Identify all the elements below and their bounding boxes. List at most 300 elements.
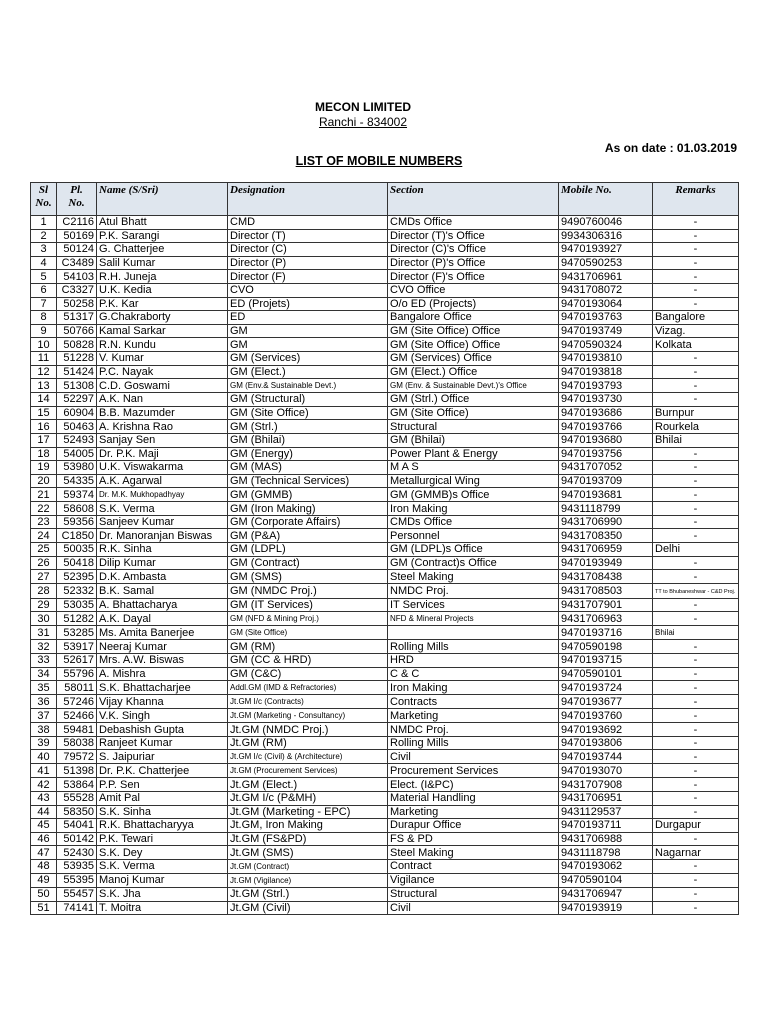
remarks-cell-text: - xyxy=(693,488,698,501)
sl-cell-text: 15 xyxy=(37,407,50,420)
org-city-text: Ranchi - 834002 xyxy=(318,115,408,129)
designation-cell xyxy=(228,365,388,379)
designation-cell xyxy=(228,324,388,338)
designation-cell-text: GM (NMDC Proj.) xyxy=(230,584,317,597)
name-cell xyxy=(97,529,228,543)
sl-cell xyxy=(31,570,57,584)
sl-cell xyxy=(31,229,57,243)
pl-no-cell-text: 52332 xyxy=(63,584,94,597)
mobile-cell-text: 9470193692 xyxy=(561,723,623,736)
sl-cell xyxy=(31,598,57,612)
table-row xyxy=(31,543,739,557)
name-cell-text: Dr. P.K. Maji xyxy=(99,447,159,460)
remarks-cell-text: - xyxy=(693,612,698,625)
remarks-cell xyxy=(653,297,739,311)
sl-cell-text: 17 xyxy=(37,434,50,447)
mobile-cell-text: 9431118799 xyxy=(561,502,621,515)
remarks-cell-text: - xyxy=(693,270,698,283)
mobile-cell xyxy=(559,695,653,709)
name-cell-text: S.K. Verma xyxy=(99,860,155,873)
table-body xyxy=(31,216,739,915)
remarks-cell xyxy=(653,750,739,764)
sl-cell-text: 22 xyxy=(37,502,50,515)
name-cell xyxy=(97,667,228,681)
section-cell-text: GM (Services) Office xyxy=(390,352,492,365)
remarks-cell xyxy=(653,283,739,297)
sl-cell-text: 37 xyxy=(37,709,50,722)
section-cell-text: Personnel xyxy=(390,529,440,542)
mobile-cell xyxy=(559,819,653,833)
section-cell-text: Rolling Mills xyxy=(390,737,449,750)
section-cell xyxy=(388,297,559,311)
designation-cell-text: Jt.GM (RM) xyxy=(230,737,287,750)
mobile-cell xyxy=(559,832,653,846)
mobile-cell xyxy=(559,901,653,915)
section-cell xyxy=(388,379,559,393)
mobile-cell-text: 9470193677 xyxy=(561,695,623,708)
section-cell-text: NMDC Proj. xyxy=(390,584,449,597)
name-cell xyxy=(97,846,228,860)
remarks-cell-text: Nagarnar xyxy=(655,846,701,859)
designation-cell xyxy=(228,778,388,792)
name-cell-text: G. Chatterjee xyxy=(99,243,165,256)
sl-cell-text: 46 xyxy=(37,833,50,846)
section-cell-text: CMDs Office xyxy=(390,516,453,529)
remarks-cell xyxy=(653,502,739,516)
section-cell-text: M A S xyxy=(390,461,419,474)
org-name: MECON LIMITED xyxy=(315,100,411,114)
pl-no-cell-text: 50124 xyxy=(63,243,94,256)
section-cell-text: Material Handling xyxy=(390,792,476,805)
pl-no-cell xyxy=(57,654,97,668)
section-cell xyxy=(388,406,559,420)
remarks-cell xyxy=(653,243,739,257)
pl-no-cell xyxy=(57,846,97,860)
sl-cell xyxy=(31,488,57,502)
sl-cell-text: 11 xyxy=(37,352,50,365)
table-row xyxy=(31,640,739,654)
mobile-cell-text: 9431708072 xyxy=(561,284,623,297)
remarks-cell-text: Vizag. xyxy=(655,325,686,338)
mobile-cell xyxy=(559,543,653,557)
designation-cell xyxy=(228,640,388,654)
name-cell-text: S.K. Bhattacharjee xyxy=(99,681,191,694)
remarks-cell-text: - xyxy=(693,284,698,297)
pl-no-cell xyxy=(57,529,97,543)
pl-no-cell-text: 52617 xyxy=(63,654,94,667)
name-cell xyxy=(97,736,228,750)
section-cell xyxy=(388,819,559,833)
remarks-cell-text: - xyxy=(693,502,698,515)
pl-no-cell-text: 52466 xyxy=(63,709,94,722)
pl-no-cell xyxy=(57,379,97,393)
section-cell xyxy=(388,324,559,338)
designation-cell xyxy=(228,598,388,612)
mobile-cell-text: 9470193818 xyxy=(561,365,623,378)
remarks-cell xyxy=(653,529,739,543)
remarks-cell-text: - xyxy=(693,888,698,901)
sl-cell xyxy=(31,681,57,695)
pl-no-cell xyxy=(57,461,97,475)
table-row xyxy=(31,461,739,475)
name-cell xyxy=(97,474,228,488)
sl-cell xyxy=(31,324,57,338)
pl-no-cell-text: 54005 xyxy=(63,447,94,460)
table-row xyxy=(31,654,739,668)
sl-cell xyxy=(31,612,57,626)
mobile-cell xyxy=(559,338,653,352)
section-cell-text: O/o ED (Projects) xyxy=(390,297,477,310)
sl-cell-text: 28 xyxy=(37,584,50,597)
sl-cell xyxy=(31,406,57,420)
name-cell xyxy=(97,543,228,557)
mobile-cell-text: 9470193749 xyxy=(561,325,623,338)
designation-cell xyxy=(228,570,388,584)
pl-no-cell xyxy=(57,723,97,737)
pl-no-cell-text: 53980 xyxy=(63,461,94,474)
section-cell xyxy=(388,502,559,516)
sl-cell-text: 20 xyxy=(37,474,50,487)
table-row xyxy=(31,338,739,352)
designation-cell-text: GM (IT Services) xyxy=(230,599,313,612)
remarks-cell-text: - xyxy=(693,529,698,542)
designation-cell-text: GM (Corporate Affairs) xyxy=(230,516,341,529)
remarks-cell xyxy=(653,681,739,695)
section-cell xyxy=(388,750,559,764)
mobile-cell-text: 9470193711 xyxy=(561,819,622,832)
mobile-cell-text: 9470193070 xyxy=(561,764,623,777)
mobile-cell xyxy=(559,529,653,543)
name-cell xyxy=(97,819,228,833)
mobile-cell-text: 9431706988 xyxy=(561,833,623,846)
sl-cell-text: 9 xyxy=(40,325,47,338)
table-row xyxy=(31,256,739,270)
name-cell-text: Ranjeet Kumar xyxy=(99,737,173,750)
remarks-cell xyxy=(653,901,739,915)
mobile-numbers-table xyxy=(30,182,739,915)
table-row xyxy=(31,324,739,338)
designation-cell xyxy=(228,229,388,243)
sl-cell xyxy=(31,270,57,284)
pl-no-cell-text: 50258 xyxy=(63,297,94,310)
mobile-cell xyxy=(559,750,653,764)
col-header-mobile: Mobile No. xyxy=(559,183,653,216)
remarks-cell-text: Kolkata xyxy=(655,338,692,351)
org-city xyxy=(0,115,726,129)
col-header-pl: Pl. No. xyxy=(57,183,97,216)
remarks-cell-text: - xyxy=(693,805,698,818)
pl-no-cell xyxy=(57,243,97,257)
sl-cell xyxy=(31,311,57,325)
remarks-cell-text: - xyxy=(693,681,698,694)
name-cell xyxy=(97,583,228,598)
section-cell-text: Steel Making xyxy=(390,570,454,583)
sl-cell xyxy=(31,846,57,860)
section-cell-text: GM (Bhilai) xyxy=(390,434,446,447)
mobile-cell xyxy=(559,365,653,379)
designation-cell-text: Jt.GM (Contract) xyxy=(230,861,290,871)
mobile-cell-text: 9470590324 xyxy=(561,338,623,351)
mobile-cell xyxy=(559,229,653,243)
table-row xyxy=(31,420,739,434)
remarks-cell-text: Burnpur xyxy=(655,407,695,420)
name-cell xyxy=(97,570,228,584)
designation-cell xyxy=(228,832,388,846)
section-cell xyxy=(388,695,559,709)
section-cell-text: Civil xyxy=(390,901,411,914)
pl-no-cell xyxy=(57,873,97,887)
designation-cell xyxy=(228,406,388,420)
table-row xyxy=(31,792,739,806)
section-cell xyxy=(388,556,559,570)
section-cell-text: Iron Making xyxy=(390,502,448,515)
remarks-cell xyxy=(653,420,739,434)
mobile-cell-text: 9470193919 xyxy=(561,901,623,914)
sl-cell-text: 7 xyxy=(40,297,47,310)
remarks-cell xyxy=(653,338,739,352)
remarks-cell-text: - xyxy=(693,599,698,612)
designation-cell-text: GM (RM) xyxy=(230,640,276,653)
name-cell-text: Dr. Manoranjan Biswas xyxy=(99,529,213,542)
name-cell xyxy=(97,832,228,846)
name-cell xyxy=(97,297,228,311)
page-title: LIST OF MOBILE NUMBERS xyxy=(295,154,463,168)
mobile-cell xyxy=(559,667,653,681)
pl-no-cell-text: 51424 xyxy=(63,365,94,378)
table-row xyxy=(31,873,739,887)
pl-no-cell xyxy=(57,901,97,915)
remarks-cell-text: - xyxy=(693,778,698,791)
section-cell xyxy=(388,626,559,640)
section-cell xyxy=(388,887,559,901)
remarks-cell xyxy=(653,736,739,750)
remarks-cell xyxy=(653,216,739,230)
pl-no-cell-text: 59481 xyxy=(63,723,94,736)
mobile-cell xyxy=(559,640,653,654)
name-cell-text: S.K. Sinha xyxy=(99,805,151,818)
designation-cell xyxy=(228,447,388,461)
table-row xyxy=(31,764,739,778)
mobile-cell-text: 9470193744 xyxy=(561,750,623,763)
remarks-cell xyxy=(653,859,739,873)
section-cell xyxy=(388,256,559,270)
name-cell-text: Mrs. A.W. Biswas xyxy=(99,654,184,667)
name-cell-text: Ms. Amita Banerjee xyxy=(99,626,195,639)
designation-cell xyxy=(228,805,388,819)
name-cell xyxy=(97,764,228,778)
remarks-cell xyxy=(653,654,739,668)
name-cell-text: U.K. Kedia xyxy=(99,284,152,297)
designation-cell xyxy=(228,351,388,365)
pl-no-cell-text: 53035 xyxy=(63,599,94,612)
sl-cell xyxy=(31,351,57,365)
section-cell xyxy=(388,311,559,325)
sl-cell xyxy=(31,792,57,806)
designation-cell-text: Jt.GM I/c (Contracts) xyxy=(230,697,304,707)
designation-cell-text: Director (F) xyxy=(230,270,286,283)
sl-cell-text: 12 xyxy=(37,365,50,378)
section-cell xyxy=(388,515,559,529)
pl-no-cell-text: 52493 xyxy=(63,434,94,447)
sl-cell-text: 34 xyxy=(37,667,50,680)
name-cell-text: P.K. Sarangi xyxy=(99,229,160,242)
pl-no-cell-text: 50418 xyxy=(63,556,94,569)
name-cell xyxy=(97,640,228,654)
sl-cell-text: 50 xyxy=(37,888,50,901)
pl-no-cell-text: 51228 xyxy=(63,352,94,365)
mobile-cell xyxy=(559,283,653,297)
table-row xyxy=(31,570,739,584)
table-row xyxy=(31,901,739,915)
name-cell xyxy=(97,229,228,243)
designation-cell-text: GM (SMS) xyxy=(230,570,282,583)
sl-cell-text: 27 xyxy=(37,570,50,583)
sl-cell-text: 47 xyxy=(37,846,50,859)
remarks-cell xyxy=(653,583,739,598)
table-row xyxy=(31,529,739,543)
table-row xyxy=(31,556,739,570)
mobile-cell xyxy=(559,406,653,420)
section-cell xyxy=(388,270,559,284)
pl-no-cell-text: 54041 xyxy=(63,819,94,832)
name-cell xyxy=(97,515,228,529)
sl-cell xyxy=(31,447,57,461)
pl-no-cell-text: 59356 xyxy=(63,516,94,529)
sl-cell xyxy=(31,832,57,846)
name-cell-text: Kamal Sarkar xyxy=(99,325,166,338)
pl-no-cell xyxy=(57,819,97,833)
name-cell-text: B.B. Mazumder xyxy=(99,407,175,420)
sl-cell xyxy=(31,695,57,709)
remarks-cell-text: - xyxy=(693,737,698,750)
remarks-cell-text: - xyxy=(693,709,698,722)
pl-no-cell xyxy=(57,311,97,325)
designation-cell xyxy=(228,543,388,557)
designation-cell-text: Director (T) xyxy=(230,229,286,242)
pl-no-cell-text: 50035 xyxy=(63,543,94,556)
mobile-cell-text: 9431706959 xyxy=(561,543,623,556)
mobile-cell-text: 9470193793 xyxy=(561,379,623,392)
remarks-cell xyxy=(653,474,739,488)
table-header-row xyxy=(31,183,739,216)
pl-no-cell-text: 52430 xyxy=(63,846,94,859)
section-cell xyxy=(388,654,559,668)
name-cell-text: Dr. M.K. Mukhopadhyay xyxy=(99,490,185,500)
designation-cell-text: Jt.GM I/c (P&MH) xyxy=(230,792,317,805)
remarks-cell xyxy=(653,543,739,557)
name-cell-text: A.K. Dayal xyxy=(99,612,151,625)
name-cell-text: T. Moitra xyxy=(99,901,142,914)
mobile-cell-text: 9490760046 xyxy=(561,216,623,229)
mobile-cell xyxy=(559,805,653,819)
designation-cell-text: GM (Energy) xyxy=(230,447,293,460)
sl-cell xyxy=(31,338,57,352)
name-cell-text: G.Chakraborty xyxy=(99,311,171,324)
remarks-cell-text: - xyxy=(693,352,698,365)
mobile-cell xyxy=(559,792,653,806)
mobile-cell-text: 9431706963 xyxy=(561,612,623,625)
mobile-cell-text: 9470193949 xyxy=(561,556,623,569)
designation-cell-text: GM (Env.& Sustainable Devt.) xyxy=(230,381,337,391)
remarks-cell-text: - xyxy=(693,556,698,569)
mobile-cell xyxy=(559,216,653,230)
mobile-cell xyxy=(559,859,653,873)
name-cell xyxy=(97,778,228,792)
sl-cell-text: 45 xyxy=(37,819,50,832)
section-cell xyxy=(388,832,559,846)
designation-cell xyxy=(228,846,388,860)
pl-no-cell xyxy=(57,736,97,750)
name-cell-text: Dr. P.K. Chatterjee xyxy=(99,764,190,777)
section-cell-text: FS & PD xyxy=(390,833,433,846)
mobile-cell-text: 9431707052 xyxy=(561,461,623,474)
sl-cell-text: 32 xyxy=(37,640,50,653)
section-cell-text: HRD xyxy=(390,654,414,667)
sl-cell-text: 4 xyxy=(40,257,47,270)
section-cell-text: Director (T)'s Office xyxy=(390,229,485,242)
section-cell xyxy=(388,461,559,475)
sl-cell-text: 35 xyxy=(37,681,50,694)
section-cell xyxy=(388,846,559,860)
pl-no-cell-text: 59374 xyxy=(63,488,94,501)
mobile-cell xyxy=(559,556,653,570)
mobile-cell xyxy=(559,502,653,516)
pl-no-cell xyxy=(57,598,97,612)
section-cell xyxy=(388,570,559,584)
pl-no-cell xyxy=(57,570,97,584)
name-cell xyxy=(97,556,228,570)
mobile-cell xyxy=(559,420,653,434)
sl-cell xyxy=(31,433,57,447)
pl-no-cell-text: 52297 xyxy=(63,393,94,406)
designation-cell-text: Jt.GM (Civil) xyxy=(230,901,291,914)
designation-cell xyxy=(228,695,388,709)
pl-no-cell xyxy=(57,709,97,723)
remarks-cell-text: - xyxy=(693,461,698,474)
section-cell-text: Procurement Services xyxy=(390,764,499,777)
remarks-cell xyxy=(653,406,739,420)
designation-cell-text: GM (P&A) xyxy=(230,529,281,542)
name-cell-text: R.N. Kundu xyxy=(99,338,156,351)
remarks-cell-text: - xyxy=(693,379,698,392)
mobile-cell xyxy=(559,379,653,393)
mobile-cell xyxy=(559,873,653,887)
mobile-cell-text: 9470193686 xyxy=(561,407,623,420)
sl-cell-text: 8 xyxy=(40,311,47,324)
mobile-cell xyxy=(559,474,653,488)
section-cell xyxy=(388,723,559,737)
pl-no-cell-text: 50828 xyxy=(63,338,94,351)
designation-cell-text: Jt.GM (SMS) xyxy=(230,846,294,859)
sl-cell xyxy=(31,502,57,516)
designation-cell-text: GM (Strl.) xyxy=(230,420,278,433)
remarks-cell xyxy=(653,461,739,475)
sl-cell xyxy=(31,887,57,901)
mobile-cell-text: 9470193806 xyxy=(561,737,623,750)
designation-cell-text: GM xyxy=(230,338,248,351)
section-cell xyxy=(388,859,559,873)
remarks-cell xyxy=(653,626,739,640)
section-cell xyxy=(388,338,559,352)
section-cell xyxy=(388,612,559,626)
name-cell xyxy=(97,216,228,230)
remarks-cell xyxy=(653,792,739,806)
mobile-cell xyxy=(559,461,653,475)
pl-no-cell xyxy=(57,324,97,338)
remarks-cell xyxy=(653,270,739,284)
section-cell-text: Structural xyxy=(390,420,438,433)
as-on-date: As on date : 01.03.2019 xyxy=(604,141,737,155)
